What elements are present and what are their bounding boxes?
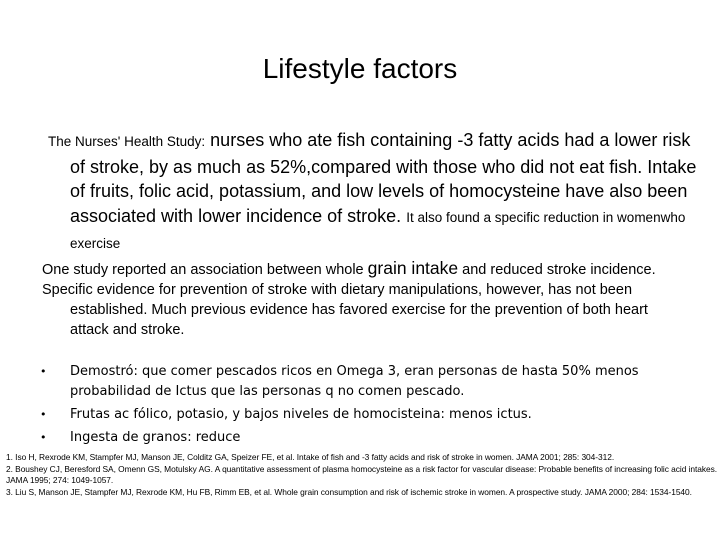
grain-before-text: One study reported an association between whole bbox=[42, 262, 364, 278]
bullet-item bbox=[40, 428, 700, 448]
study-tail-text: It also found a specific reduction in womenwho exercise bbox=[70, 209, 686, 251]
bullet-text: Ingesta de granos: reduce bbox=[70, 430, 241, 445]
reference-item: 1. Iso H, Rexrode KM, Stampfer MJ, Manson JE, Colditz GA, Speizer FE, et al. Intake of fish and -3 fatty acids and risk of stroke in women. JAMA 2001; 285: 304-312. bbox=[6, 452, 615, 462]
bullet-marker: • bbox=[40, 365, 47, 378]
bullet-list bbox=[40, 362, 700, 451]
bullet-marker: • bbox=[40, 408, 47, 421]
study-main-text: nurses who ate fish containing -3 fatty acids had a lower risk of stroke, by as much as 52%,compared with those who did not eat fish. Intake of fruits, folic acid, potassium, and low levels of homocysteine have also been associated with lower incidence of stroke. bbox=[70, 130, 697, 226]
grain-highlight-text: grain intake bbox=[367, 258, 459, 278]
bullet-text: Frutas ac fólico, potasio, y bajos niveles de homocisteina: menos ictus. bbox=[70, 407, 532, 422]
bullet-marker: • bbox=[40, 431, 47, 444]
grain-after-text: and reduced stroke incidence. bbox=[462, 262, 656, 278]
bullet-item bbox=[40, 362, 700, 402]
references bbox=[6, 452, 718, 498]
bullet-text: Demostró: que comer pescados ricos en Omega 3, eran personas de hasta 50% menos probabilidad de Ictus que las personas q no comen pescado. bbox=[70, 364, 639, 399]
bullet-item bbox=[40, 405, 700, 425]
reference-item: 2. Boushey CJ, Beresford SA, Omenn GS, Motulsky AG. A quantitative assessment of plasma homocysteine as a risk factor for vascular disease: Probable benefits of increasing folic acid intakes. JAMA 1995; 274: 1049-1057. bbox=[6, 463, 718, 485]
study-source-label: The Nurses' Health Study: bbox=[48, 134, 206, 149]
evidence-block bbox=[42, 258, 682, 340]
slide-title: Lifestyle factors bbox=[262, 53, 458, 84]
grain-paragraph bbox=[42, 258, 682, 280]
evidence-paragraph: Specific evidence for prevention of stroke with dietary manipulations, however, has not been established. Much previous evidence has favored exercise for the prevention of both heart attack and stroke. bbox=[42, 282, 648, 338]
reference-item: 3. Liu S, Manson JE, Stampfer MJ, Rexrode KM, Hu FB, Rimm EB, et al. Whole grain consumption and risk of ischemic stroke in women. A prospective study. JAMA 2000; 284: 1534-1540. bbox=[6, 486, 692, 497]
nurses-study-paragraph bbox=[48, 128, 710, 257]
